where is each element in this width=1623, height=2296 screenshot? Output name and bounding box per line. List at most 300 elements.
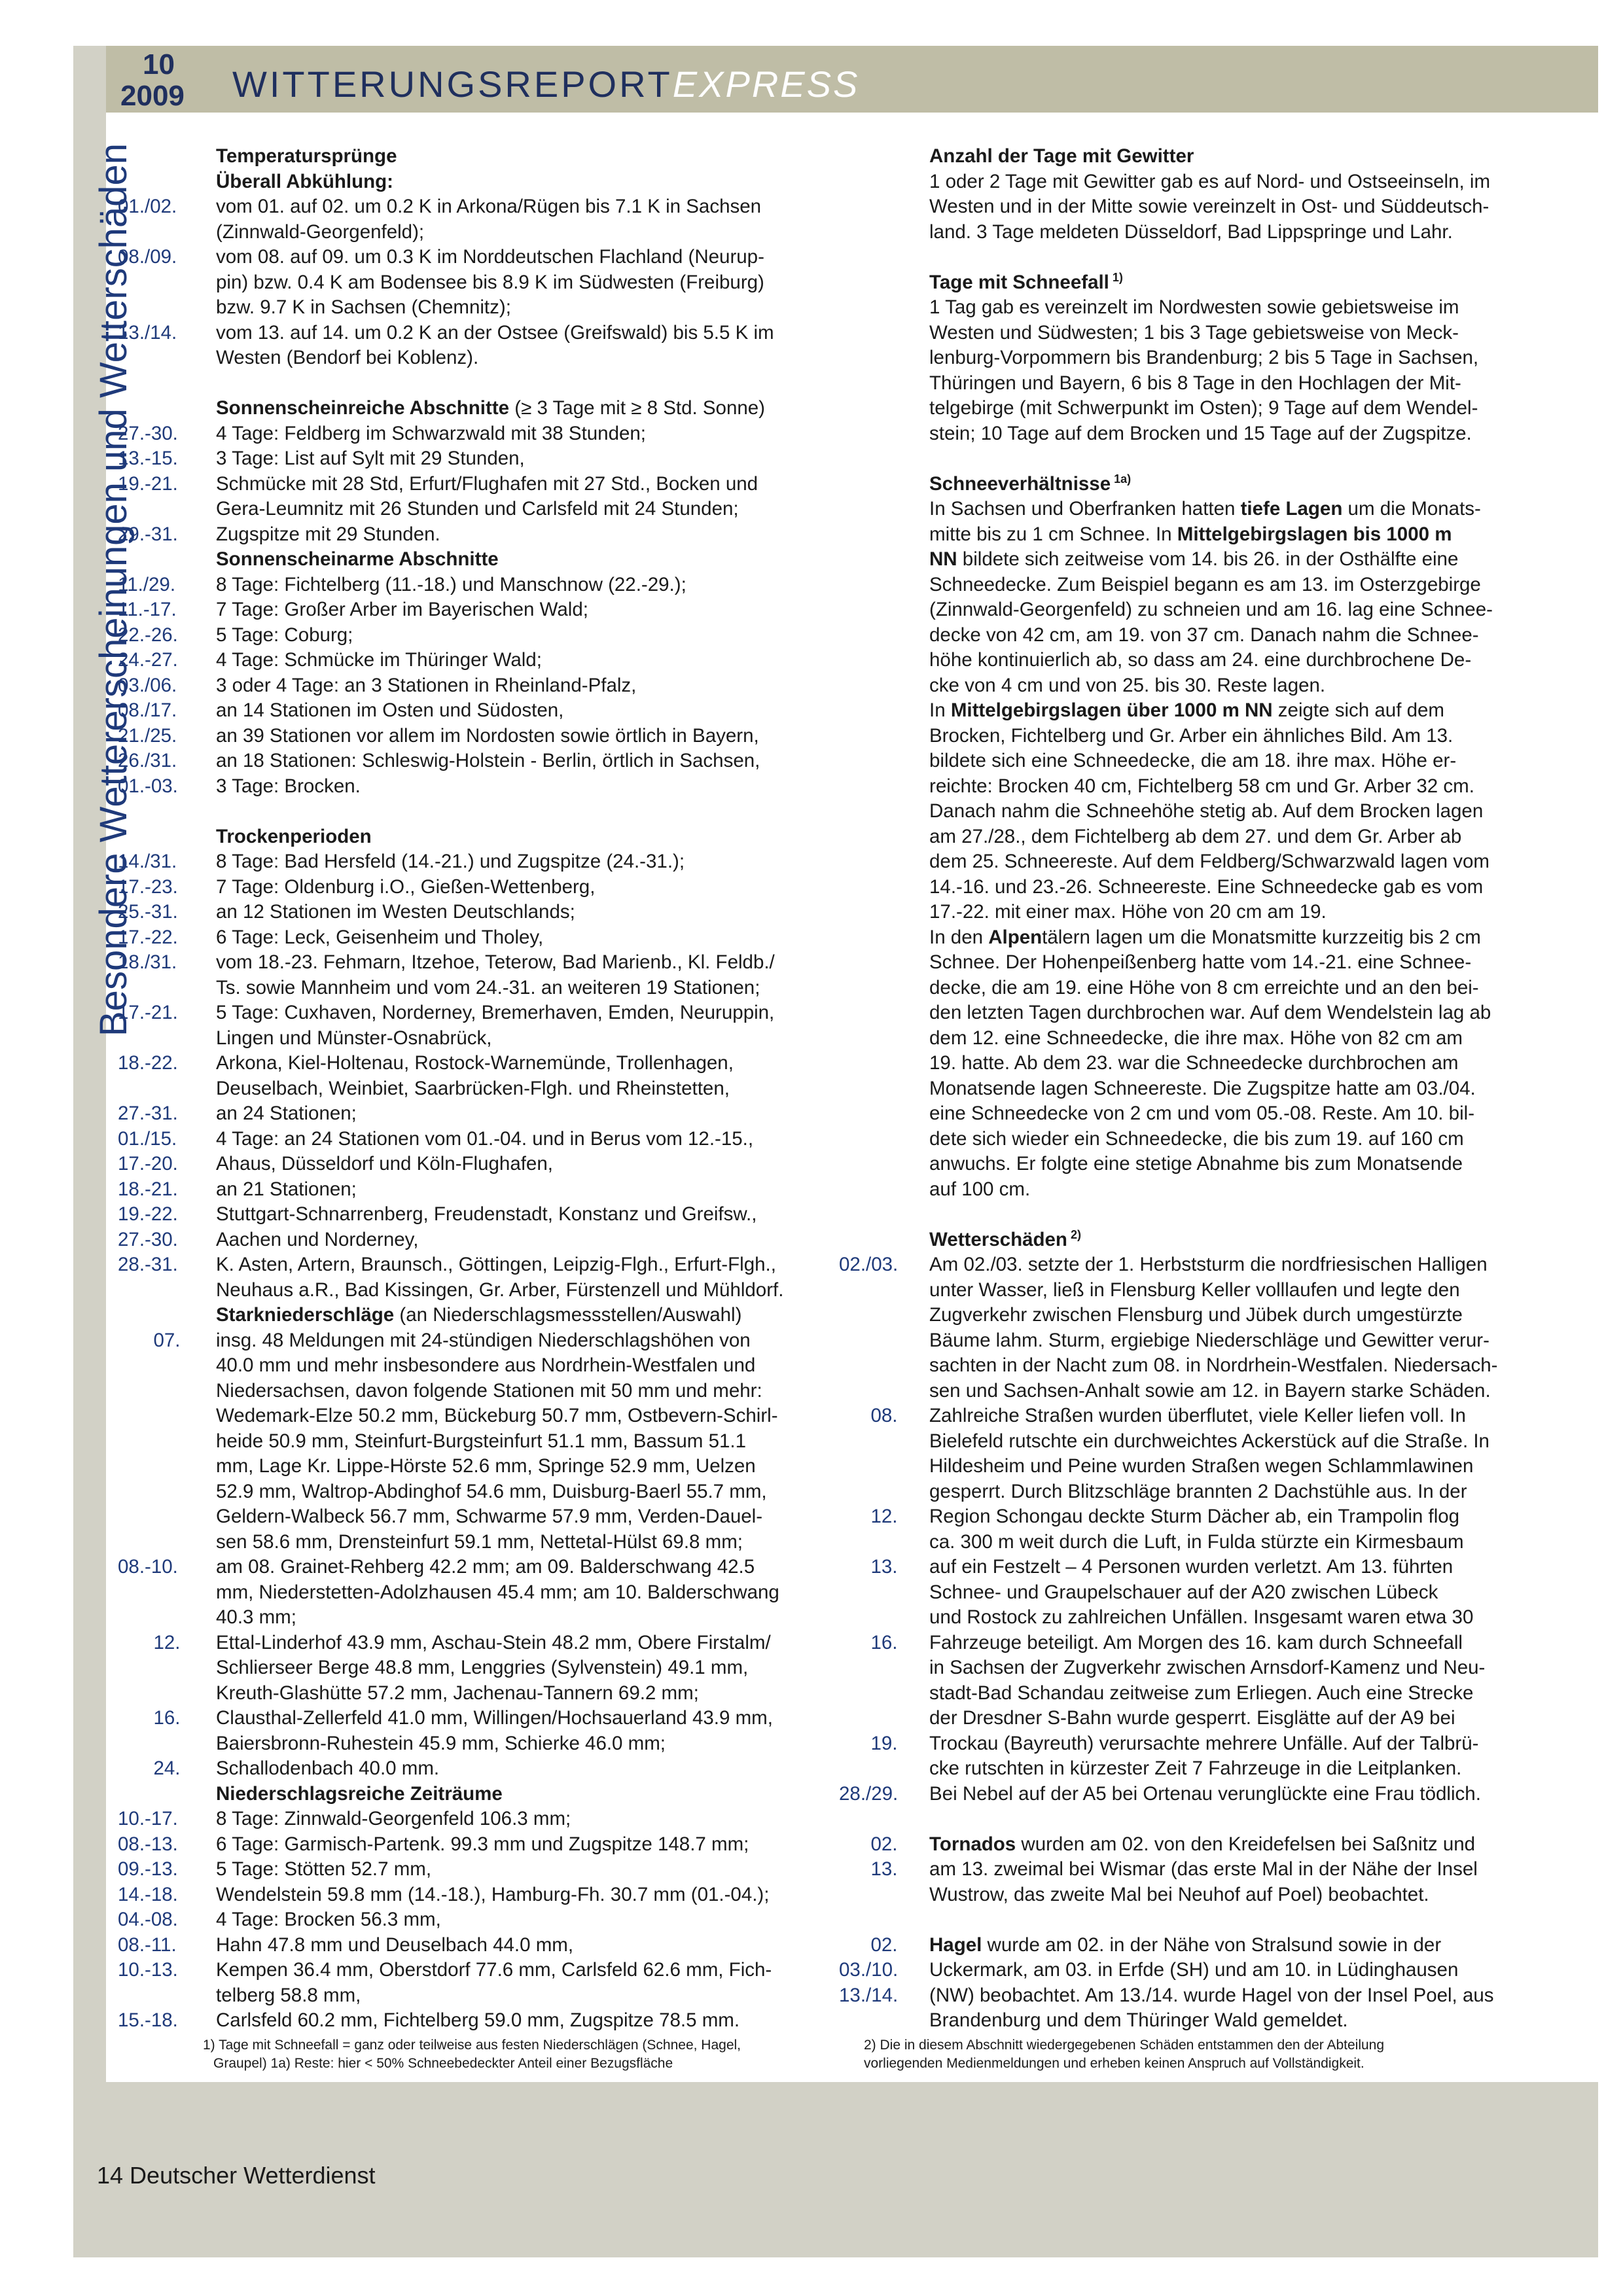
left-row bbox=[113, 1907, 826, 1933]
left-row-text: Niedersachsen, davon folgende Stationen mit 50 mm und mehr: bbox=[216, 1379, 762, 1402]
right-row-text: Tornados wurden am 02. von den Kreidefelsen bei Saßnitz und bbox=[929, 1833, 1476, 1855]
left-row-date: 18.-21. bbox=[118, 1178, 178, 1200]
left-row bbox=[113, 1278, 826, 1303]
left-row bbox=[113, 1681, 826, 1706]
left-row bbox=[113, 396, 826, 421]
left-row-date: 18./31. bbox=[118, 951, 177, 973]
right-row bbox=[839, 724, 1526, 749]
right-row-text: In Mittelgebirgslagen über 1000 m NN zeigte sich auf dem bbox=[929, 699, 1444, 721]
left-row bbox=[113, 1202, 826, 1227]
left-row-date bbox=[113, 1379, 216, 1404]
right-row-text: Zugverkehr zwischen Flensburg und Jübek durch umgestürzte bbox=[929, 1304, 1463, 1326]
left-row-text: Stuttgart-Schnarrenberg, Freudenstadt, Konstanz und Greifsw., bbox=[216, 1203, 757, 1225]
left-row-text: 4 Tage: Brocken 56.3 mm, bbox=[216, 1909, 441, 1930]
left-row bbox=[113, 1731, 826, 1757]
left-row-date: 15.-18. bbox=[118, 2009, 178, 2031]
right-row-date bbox=[839, 1152, 929, 1177]
right-row-text: Fahrzeuge beteiligt. Am Morgen des 16. kam durch Schneefall bbox=[929, 1631, 1463, 1653]
left-row-date bbox=[113, 144, 216, 169]
left-row-date: 16. bbox=[153, 1707, 181, 1729]
right-row-date bbox=[839, 1000, 929, 1026]
header-title-accent: EXPRESS bbox=[672, 63, 860, 105]
right-row-text: Thüringen und Bayern, 6 bis 8 Tage in den Hochlagen der Mit- bbox=[929, 372, 1461, 394]
left-row-date bbox=[113, 1782, 216, 1807]
right-row bbox=[839, 1933, 1526, 1958]
right-row bbox=[839, 900, 1526, 925]
right-row-text: Schnee- und Graupelschauer auf der A20 zwischen Lübeck bbox=[929, 1581, 1438, 1603]
right-row-text: dete sich wieder ein Schneedecke, die bis zum 19. auf 160 cm bbox=[929, 1127, 1464, 1150]
right-row bbox=[839, 1958, 1526, 1983]
right-section-heading: Tage mit Schneefall $^{1)}$ bbox=[929, 270, 1123, 293]
left-row-text: Arkona, Kiel-Holtenau, Rostock-Warnemünde, Trollenhagen, bbox=[216, 1052, 734, 1074]
left-row-text: Schallodenbach 40.0 mm. bbox=[216, 1757, 440, 1779]
left-section-heading: Überall Abkühlung: bbox=[216, 170, 393, 192]
right-row bbox=[839, 673, 1526, 699]
right-row-text: Schnee. Der Hohenpeißenberg hatte vom 14.-21. eine Schnee- bbox=[929, 951, 1472, 973]
right-section-heading: Schneeverhältnisse $^{1a)}$ bbox=[929, 472, 1132, 495]
left-row-date bbox=[113, 1731, 216, 1757]
right-row bbox=[839, 1479, 1526, 1505]
left-row-date bbox=[113, 1353, 216, 1379]
right-row-date bbox=[839, 1429, 929, 1455]
right-row bbox=[839, 1530, 1526, 1555]
header-title bbox=[232, 63, 859, 105]
right-row-text: Zahlreiche Straßen wurden überflutet, viele Keller liefen voll. In bbox=[929, 1405, 1466, 1426]
left-row bbox=[113, 220, 826, 245]
left-row-date: 10.-13. bbox=[118, 1959, 178, 1981]
right-row-text: der Dresdner S-Bahn wurde gesperrt. Eisglätte auf der A9 bei bbox=[929, 1707, 1455, 1729]
left-row-date: 04.-08. bbox=[118, 1909, 178, 1930]
right-footnote: 2) Die in diesem Abschnitt wiedergegebenen Schäden entstammen den der Abteilung bbox=[864, 2037, 1385, 2053]
left-row-date bbox=[113, 1454, 216, 1479]
right-row bbox=[839, 1655, 1526, 1681]
left-row-text: Deuselbach, Weinbiet, Saarbrücken-Flgh. und Rheinstetten, bbox=[216, 1077, 730, 1099]
left-row-text: an 18 Stationen: Schleswig-Holstein - Berlin, örtlich in Sachsen, bbox=[216, 750, 760, 771]
right-footnote-mark: 2) bbox=[1067, 1227, 1081, 1241]
right-section-heading: Anzahl der Tage mit Gewitter bbox=[929, 145, 1194, 167]
left-row bbox=[113, 1655, 826, 1681]
left-row-date: 24. bbox=[153, 1757, 181, 1779]
left-row-text: Carlsfeld 60.2 mm, Fichtelberg 59.0 mm, Zugspitze 78.5 mm. bbox=[216, 2009, 740, 2031]
left-row-text: 8 Tage: Fichtelberg (11.-18.) und Manschnow (22.-29.); bbox=[216, 573, 687, 595]
left-row-date: 11./29. bbox=[118, 573, 176, 595]
right-row bbox=[839, 824, 1526, 850]
right-row bbox=[839, 1454, 1526, 1479]
right-row bbox=[839, 1152, 1526, 1177]
right-row-text: decke, die am 19. eine Höhe von 8 cm erreichte und an den bei- bbox=[929, 976, 1479, 998]
right-row-text: ca. 300 m weit durch die Luft, in Fulda stürzte ein Kirmesbaum bbox=[929, 1530, 1464, 1553]
right-row bbox=[839, 295, 1526, 321]
right-row bbox=[839, 1051, 1526, 1076]
header-title-main: WITTERUNGSREPORT bbox=[232, 63, 673, 105]
left-row-text: Schlierseer Berge 48.8 mm, Lenggries (Sylvenstein) 49.1 mm, bbox=[216, 1657, 749, 1678]
right-row-text: Westen und Südwesten; 1 bis 3 Tage gebietsweise von Meck- bbox=[929, 321, 1459, 344]
right-row-text: auf 100 cm. bbox=[929, 1178, 1031, 1200]
right-row bbox=[839, 976, 1526, 1001]
right-row bbox=[839, 220, 1526, 245]
right-row-date bbox=[839, 1303, 929, 1328]
left-row-date bbox=[113, 345, 216, 371]
right-row bbox=[839, 1101, 1526, 1127]
right-row-date bbox=[839, 950, 929, 976]
right-row bbox=[839, 1252, 1526, 1278]
left-row bbox=[113, 824, 826, 850]
left-row-date: 08.-13. bbox=[118, 1833, 178, 1855]
left-row-date bbox=[113, 396, 216, 421]
left-row-text: 3 Tage: List auf Sylt mit 29 Stunden, bbox=[216, 448, 525, 469]
left-row-date: 21./25. bbox=[118, 724, 177, 747]
right-spacer bbox=[839, 1807, 1526, 1832]
left-row bbox=[113, 194, 826, 220]
right-row-date bbox=[839, 673, 929, 699]
right-row bbox=[839, 1429, 1526, 1455]
left-row bbox=[113, 497, 826, 522]
left-row bbox=[113, 321, 826, 346]
right-row-text: Bei Nebel auf der A5 bei Ortenau verunglückte eine Frau tödlich. bbox=[929, 1782, 1481, 1805]
right-row-text: 19. hatte. Ab dem 23. war die Schneedecke durchbrochen am bbox=[929, 1052, 1459, 1074]
left-row-text: 3 Tage: Brocken. bbox=[216, 775, 361, 797]
right-row-text: eine Schneedecke von 2 cm und vom 05.-08. Reste. Am 10. bil- bbox=[929, 1103, 1475, 1124]
left-row-text: an 12 Stationen im Westen Deutschlands; bbox=[216, 901, 575, 923]
left-row-text: 8 Tage: Bad Hersfeld (14.-21.) und Zugspitze (24.-31.); bbox=[216, 851, 685, 872]
left-row bbox=[113, 1101, 826, 1127]
left-row bbox=[113, 1454, 826, 1479]
left-row-date: 22.-26. bbox=[118, 624, 178, 646]
left-row bbox=[113, 1076, 826, 1102]
left-row-text: an 39 Stationen vor allem im Nordosten sowie örtlich in Bayern, bbox=[216, 724, 759, 747]
left-row-date bbox=[113, 1026, 216, 1051]
left-row bbox=[113, 1530, 826, 1555]
left-row bbox=[113, 1756, 826, 1782]
left-row-text: 5 Tage: Cuxhaven, Norderney, Bremerhaven, Emden, Neuruppin, bbox=[216, 1002, 775, 1023]
right-footnote: vorliegenden Medienmeldungen und erheben keinen Anspruch auf Vollständigkeit. bbox=[864, 2055, 1364, 2071]
left-row-date: 07. bbox=[153, 1329, 181, 1351]
right-row-text: dem 25. Schneereste. Auf dem Feldberg/Schwarzwald lagen vom bbox=[929, 851, 1489, 872]
right-row-date bbox=[839, 774, 929, 800]
left-row-date: 24.-27. bbox=[118, 649, 178, 671]
right-row-date bbox=[839, 976, 929, 1001]
left-row bbox=[113, 245, 826, 270]
right-section-heading: Wetterschäden $^{2)}$ bbox=[929, 1227, 1081, 1250]
right-row-text: 17.-22. mit einer max. Höhe von 20 cm am 19. bbox=[929, 901, 1327, 923]
right-row bbox=[839, 799, 1526, 824]
left-row bbox=[113, 648, 826, 673]
right-spacer bbox=[839, 446, 1526, 472]
left-row-text: 6 Tage: Garmisch-Partenk. 99.3 mm und Zugspitze 148.7 mm; bbox=[216, 1833, 749, 1855]
right-row bbox=[839, 875, 1526, 900]
left-row bbox=[113, 698, 826, 724]
right-row bbox=[839, 573, 1526, 598]
left-section-heading: Temperatursprünge bbox=[216, 145, 397, 167]
right-row-date bbox=[839, 1076, 929, 1102]
right-row-date bbox=[839, 900, 929, 925]
right-row-text: 14.-16. und 23.-26. Schneereste. Eine Schneedecke gab es vom bbox=[929, 875, 1484, 898]
left-row bbox=[113, 1303, 826, 1328]
left-row-date bbox=[113, 220, 216, 245]
right-row bbox=[839, 1681, 1526, 1706]
right-footnote-mark: 1a) bbox=[1111, 472, 1132, 486]
left-row bbox=[113, 1706, 826, 1731]
right-row bbox=[839, 1404, 1526, 1429]
right-row bbox=[839, 1706, 1526, 1731]
right-row bbox=[839, 345, 1526, 371]
right-row-date bbox=[839, 749, 929, 774]
left-row-text: K. Asten, Artern, Braunsch., Göttingen, Leipzig-Flgh., Erfurt-Flgh., bbox=[216, 1254, 776, 1275]
left-row bbox=[113, 1429, 826, 1455]
right-row bbox=[839, 1379, 1526, 1404]
left-row-text: 4 Tage: an 24 Stationen vom 01.-04. und in Berus vom 12.-15., bbox=[216, 1127, 754, 1150]
left-row-text: 5 Tage: Coburg; bbox=[216, 624, 353, 646]
right-column bbox=[839, 144, 1526, 2073]
left-row-text: Baiersbronn-Ruhestein 45.9 mm, Schierke 46.0 mm; bbox=[216, 1732, 666, 1754]
left-row bbox=[113, 345, 826, 371]
left-row-text: 7 Tage: Großer Arber im Bayerischen Wald; bbox=[216, 599, 588, 620]
left-row bbox=[113, 1328, 826, 1354]
right-row-text: Westen und in der Mitte sowie vereinzelt in Ost- und Süddeutsch- bbox=[929, 196, 1489, 217]
right-row-text: Trockau (Bayreuth) verursachte mehrere Unfälle. Auf der Talbrü- bbox=[929, 1732, 1479, 1754]
left-row-date: 09.-13. bbox=[118, 1858, 178, 1880]
right-row-text: Brocken, Fichtelberg und Gr. Arber ein ähnliches Bild. Am 13. bbox=[929, 724, 1454, 747]
right-row-date bbox=[839, 1882, 929, 1908]
right-row bbox=[839, 194, 1526, 220]
right-row-date: 02. bbox=[870, 1833, 898, 1855]
right-row bbox=[839, 849, 1526, 875]
right-row bbox=[839, 648, 1526, 673]
right-row-date bbox=[839, 2008, 929, 2034]
left-row-text: Neuhaus a.R., Bad Kissingen, Gr. Arber, Fürstenzell und Mühldorf. bbox=[216, 1279, 784, 1301]
right-row bbox=[839, 2008, 1526, 2034]
left-row bbox=[113, 724, 826, 749]
left-row-date: 01.-03. bbox=[118, 775, 178, 797]
left-row-text: Aachen und Norderney, bbox=[216, 1228, 419, 1250]
left-row-date: 14.-18. bbox=[118, 1883, 178, 1905]
right-row-date bbox=[839, 1454, 929, 1479]
left-section-heading: Sonnenscheinreiche Abschnitte (≥ 3 Tage mit ≥ 8 Std. Sonne) bbox=[216, 397, 766, 419]
left-row-date: 29.-31. bbox=[118, 523, 178, 545]
left-row-text: 52.9 mm, Waltrop-Abdinghof 54.6 mm, Duisburg-Baerl 55.7 mm, bbox=[216, 1480, 767, 1502]
left-row-date bbox=[113, 1278, 216, 1303]
right-row bbox=[839, 1127, 1526, 1152]
right-row-text: Uckermark, am 03. in Erfde (SH) und am 10. in Lüdinghausen bbox=[929, 1959, 1459, 1981]
right-row-date bbox=[839, 220, 929, 245]
left-row-date: 12. bbox=[153, 1631, 181, 1653]
left-row bbox=[113, 1252, 826, 1278]
left-row-text: 8 Tage: Zinnwald-Georgenfeld 106.3 mm; bbox=[216, 1808, 571, 1829]
left-row-date bbox=[113, 497, 216, 522]
right-row-date bbox=[839, 270, 929, 296]
left-row-date: 08.-10. bbox=[118, 1556, 178, 1578]
right-spacer bbox=[839, 245, 1526, 270]
left-row-date: 03./06. bbox=[118, 674, 177, 696]
page-footer: 14 Deutscher Wetterdienst bbox=[97, 2162, 376, 2189]
left-row bbox=[113, 673, 826, 699]
right-row bbox=[839, 1882, 1526, 1908]
right-row bbox=[839, 270, 1526, 296]
right-row-date: 13. bbox=[870, 1858, 898, 1880]
left-row-text: pin) bzw. 0.4 K am Bodensee bis 8.9 K im Südwesten (Freiburg) bbox=[216, 271, 764, 293]
right-row bbox=[839, 1631, 1526, 1656]
right-row-text: gesperrt. Durch Blitzschläge brannten 2 Dachstühle aus. In der bbox=[929, 1480, 1467, 1502]
right-row-date bbox=[839, 371, 929, 397]
left-row-date bbox=[113, 1530, 216, 1555]
right-row bbox=[839, 472, 1526, 497]
right-row-date bbox=[839, 623, 929, 648]
left-row-date bbox=[113, 1303, 216, 1328]
right-row-text: Hagel wurde am 02. in der Nähe von Stralsund sowie in der bbox=[929, 1934, 1442, 1956]
left-row bbox=[113, 1580, 826, 1606]
right-row-date bbox=[839, 849, 929, 875]
left-row bbox=[113, 597, 826, 623]
left-row-date: 19.-22. bbox=[118, 1203, 178, 1225]
right-spacer bbox=[839, 1202, 1526, 1227]
right-row bbox=[839, 1076, 1526, 1102]
left-row bbox=[113, 446, 826, 472]
left-row-date bbox=[113, 270, 216, 296]
left-spacer bbox=[113, 799, 826, 824]
left-row-text: Hahn 47.8 mm und Deuselbach 44.0 mm, bbox=[216, 1934, 574, 1956]
left-row bbox=[113, 1631, 826, 1656]
left-row-text: Ahaus, Düsseldorf und Köln-Flughafen, bbox=[216, 1153, 553, 1174]
right-row-date bbox=[839, 295, 929, 321]
left-row bbox=[113, 1958, 826, 1983]
right-row bbox=[839, 1328, 1526, 1354]
left-row bbox=[113, 1177, 826, 1203]
right-row-text: cke von 4 cm und von 25. bis 30. Reste lagen. bbox=[929, 674, 1326, 696]
left-row bbox=[113, 1832, 826, 1858]
left-row-text: an 21 Stationen; bbox=[216, 1178, 357, 1200]
left-row-date bbox=[113, 169, 216, 195]
left-row-text: Wendelstein 59.8 mm (14.-18.), Hamburg-Fh. 30.7 mm (01.-04.); bbox=[216, 1883, 770, 1905]
right-row-text: In Sachsen und Oberfranken hatten tiefe Lagen um die Monats- bbox=[929, 498, 1481, 520]
right-row-date bbox=[839, 1379, 929, 1404]
right-footnote-mark: 1) bbox=[1109, 270, 1123, 284]
right-row bbox=[839, 1857, 1526, 1882]
right-row-text: Monatsende lagen Schneereste. Die Zugspitze hatte am 03./04. bbox=[929, 1077, 1476, 1099]
left-row-date bbox=[113, 1605, 216, 1631]
left-row-text: 7 Tage: Oldenburg i.O., Gießen-Wettenberg, bbox=[216, 875, 596, 898]
left-row bbox=[113, 1227, 826, 1253]
right-row bbox=[839, 1227, 1526, 1253]
right-row-text: reichte: Brocken 40 cm, Fichtelberg 58 cm und Gr. Arber 32 cm. bbox=[929, 775, 1474, 797]
right-row-date bbox=[839, 472, 929, 497]
right-row bbox=[839, 749, 1526, 774]
left-row bbox=[113, 875, 826, 900]
left-row-date: 17.-22. bbox=[118, 926, 178, 948]
right-row-date bbox=[839, 1227, 929, 1253]
right-row-date bbox=[839, 497, 929, 522]
right-row-text: am 27./28., dem Fichtelberg ab dem 27. und dem Gr. Arber ab bbox=[929, 825, 1462, 847]
left-row bbox=[113, 1404, 826, 1429]
left-row-date: 26./31. bbox=[118, 750, 177, 771]
left-row-text: sen 58.6 mm, Drensteinfurt 59.1 mm, Nettetal-Hülst 69.8 mm; bbox=[216, 1530, 743, 1553]
left-row bbox=[113, 1051, 826, 1076]
left-row bbox=[113, 472, 826, 497]
right-row-text: land. 3 Tage meldeten Düsseldorf, Bad Lippspringe und Lahr. bbox=[929, 221, 1453, 243]
left-row-date: 14./31. bbox=[118, 851, 177, 872]
left-row-date bbox=[113, 976, 216, 1001]
right-spacer bbox=[839, 1907, 1526, 1933]
left-row bbox=[113, 1127, 826, 1152]
left-row bbox=[113, 169, 826, 195]
left-row-date: 27.-30. bbox=[118, 1228, 178, 1250]
right-row-date bbox=[839, 1101, 929, 1127]
left-row-text: Ts. sowie Mannheim und vom 24.-31. an weiteren 19 Stationen; bbox=[216, 976, 760, 998]
right-row-date bbox=[839, 1353, 929, 1379]
left-row bbox=[113, 623, 826, 648]
right-row-date bbox=[839, 925, 929, 951]
right-row-date bbox=[839, 1328, 929, 1354]
right-row bbox=[839, 1026, 1526, 1051]
right-row-date bbox=[839, 522, 929, 548]
left-row-date bbox=[113, 1076, 216, 1102]
right-row-date bbox=[839, 799, 929, 824]
left-row-date: 13./14. bbox=[118, 321, 177, 344]
left-row bbox=[113, 749, 826, 774]
left-row-date bbox=[113, 1983, 216, 2009]
left-row-text: mm, Niederstetten-Adolzhausen 45.4 mm; am 10. Balderschwang bbox=[216, 1581, 779, 1603]
right-row bbox=[839, 597, 1526, 623]
left-footnote: 1) Tage mit Schneefall = ganz oder teilweise aus festen Niederschlägen (Schnee, Hagel, bbox=[203, 2037, 741, 2053]
right-row-date bbox=[839, 724, 929, 749]
right-row-text: 1 Tag gab es vereinzelt im Nordwesten sowie gebietsweise im bbox=[929, 296, 1459, 318]
left-row-text: vom 18.-23. Fehmarn, Itzehoe, Teterow, Bad Marienb., Kl. Feldb./ bbox=[216, 951, 775, 973]
right-row-text: (NW) beobachtet. Am 13./14. wurde Hagel von der Insel Poel, aus bbox=[929, 1984, 1494, 2006]
left-row-text: 6 Tage: Leck, Geisenheim und Tholey, bbox=[216, 926, 544, 948]
right-row-date bbox=[839, 421, 929, 447]
right-row bbox=[839, 698, 1526, 724]
right-row-text: Region Schongau deckte Sturm Dächer ab, ein Trampolin flog bbox=[929, 1506, 1460, 1527]
right-row-text: stein; 10 Tage auf dem Brocken und 15 Tage auf der Zugspitze. bbox=[929, 422, 1472, 444]
left-row bbox=[113, 522, 826, 548]
left-row-date: 25.-31. bbox=[118, 901, 178, 923]
left-row-date bbox=[113, 547, 216, 573]
right-row-text: In den Alpentälern lagen um die Monatsmitte kurzzeitig bis 2 cm bbox=[929, 926, 1481, 948]
left-row-text: Westen (Bendorf bei Koblenz). bbox=[216, 347, 479, 368]
left-row bbox=[113, 1782, 826, 1807]
left-row bbox=[113, 421, 826, 447]
left-row bbox=[113, 1504, 826, 1530]
left-row bbox=[113, 1152, 826, 1177]
right-row bbox=[839, 623, 1526, 648]
right-row-text: Am 02./03. setzte der 1. Herbststurm die nordfriesischen Halligen bbox=[929, 1254, 1488, 1275]
left-row-date: 27.-30. bbox=[118, 422, 178, 444]
right-row bbox=[839, 371, 1526, 397]
right-row-date: 19. bbox=[870, 1732, 898, 1754]
right-row-text: (Zinnwald-Georgenfeld) zu schneien und am 16. lag eine Schnee- bbox=[929, 599, 1493, 620]
issue-year: 2009 bbox=[120, 80, 185, 112]
right-row-text: Danach nahm die Schneehöhe stetig ab. Auf dem Brocken lagen bbox=[929, 800, 1484, 822]
right-row bbox=[839, 321, 1526, 346]
left-row bbox=[113, 1353, 826, 1379]
right-row-date: 13. bbox=[870, 1556, 898, 1578]
right-row-date bbox=[839, 169, 929, 195]
right-row-date bbox=[839, 1580, 929, 1606]
left-row-text: mm, Lage Kr. Lippe-Hörste 52.6 mm, Springe 52.9 mm, Uelzen bbox=[216, 1455, 756, 1477]
right-row bbox=[839, 1580, 1526, 1606]
left-row-text: telberg 58.8 mm, bbox=[216, 1984, 361, 2006]
right-row-text: Hildesheim und Peine wurden Straßen wegen Schlammlawinen bbox=[929, 1455, 1474, 1477]
left-row bbox=[113, 900, 826, 925]
left-row-date bbox=[113, 1404, 216, 1429]
right-row bbox=[839, 1832, 1526, 1858]
right-row-text: höhe kontinuierlich ab, so dass am 24. eine durchbrochene De- bbox=[929, 649, 1472, 671]
right-row-date bbox=[839, 1605, 929, 1631]
left-row-date: 01./02. bbox=[118, 196, 177, 217]
right-row-text: sen und Sachsen-Anhalt sowie am 12. in Bayern starke Schäden. bbox=[929, 1379, 1491, 1402]
right-row-date: 08. bbox=[870, 1405, 898, 1426]
right-row-date bbox=[839, 321, 929, 346]
right-row bbox=[839, 950, 1526, 976]
